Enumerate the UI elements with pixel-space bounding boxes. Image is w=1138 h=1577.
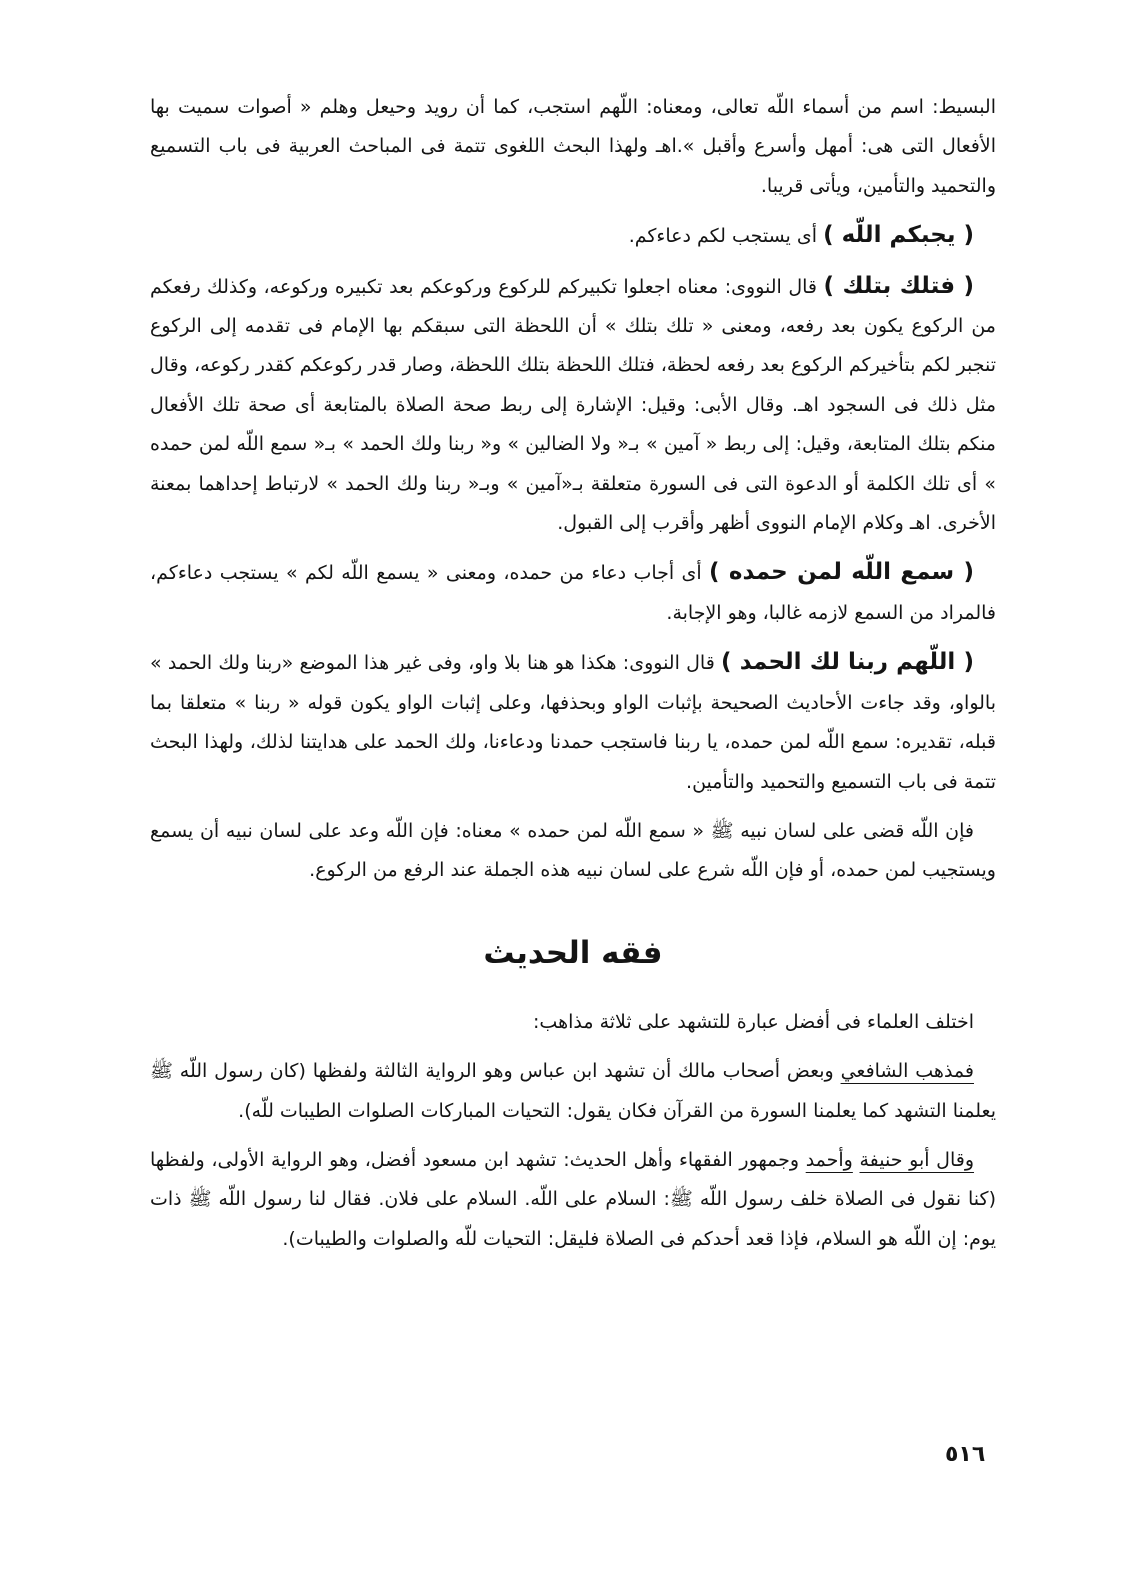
underlined-ahmad: وأحمد xyxy=(805,1148,853,1171)
page-body xyxy=(150,88,996,1269)
underlined-shafii: فمذهب الشافعي xyxy=(840,1060,974,1083)
lemma-yujibkum-allah: ( يجبكم اللّه ) xyxy=(823,222,974,249)
page-number: ٥١٦ xyxy=(945,1442,986,1467)
paragraph-5 xyxy=(150,643,996,802)
lemma-rabbana-laka-alhamd: ( اللّهم ربنا لك الحمد ) xyxy=(721,649,975,676)
paragraph-1: البسيط: اسم من أسماء اللّه تعالى، ومعناه: اللّهم استجب، كما أن رويد وحيعل وهلم « أصوات سميت بها الأفعال التى هى: أمهل وأسرع وأقبل ».اهـ ولهذا البحث اللغوى تتمة فى المباحث العربية فى باب التسميع والتحميد والتأمين، ويأتى قريبا. xyxy=(150,96,996,197)
lemma-samia-allah: ( سمع اللّه لمن حمده ) xyxy=(709,559,974,586)
paragraph-5-text: قال النووى: هكذا هو هنا بلا واو، وفى غير هذا الموضع «ربنا ولك الحمد » بالواو، وقد جاءت الأحاديث الصحيحة بإثبات الواو وبحذفها، وعلى إثبات الواو يكون قوله « ربنا » متعلقا بما قبله، تقديره: سمع اللّه لمن حمده، يا ربنا فاستجب حمدنا ودعاءنا، ولك الحمد على هدايتنا لذلك، ولهذا البحث تتمة فى باب التسميع والتحميد والتأمين. xyxy=(150,652,996,793)
paragraph-4 xyxy=(150,553,996,633)
paragraph-3-text: قال النووى: معناه اجعلوا تكبيركم للركوع وركوعكم بعد تكبيره وركوعه، وكذلك رفعكم من الركوع يكون بعد رفعه، ومعنى « تلك بتلك » أن اللحظة التى سبقكم بها الإمام فى تقدمه إلى الركوع تنجبر لكم بتأخيركم الركوع بعد رفعه لحظة، فتلك اللحظة بتلك اللحظة، وصار قدر ركوعكم كقدر ركوعه، وقال مثل ذلك فى السجود اهـ. وقال الأبى: وقيل: الإشارة إلى ربط صحة الصلاة بالمتابعة أى صحة تلك الأفعال منكم بتلك المتابعة، وقيل: إلى ربط « آمين » بـ« ولا الضالين » و« ربنا ولك الحمد » بـ« سمع اللّه لمن حمده » أى تلك الكلمة أو الدعوة التى فى السورة متعلقة بـ«آمين » وبـ« ربنا ولك الحمد » لارتباط إحداهما بمعنة الأخرى. اهـ وكلام الإمام النووى أظهر وأقرب إلى القبول. xyxy=(150,275,996,535)
paragraph-9-connector xyxy=(853,1149,860,1171)
paragraph-4-text: أى أجاب دعاء من حمده، ومعنى « يسمع اللّه لكم » يستجب دعاءكم، فالمراد من السمع لازمه غالبا، وهو الإجابة. xyxy=(150,562,996,624)
paragraph-9-text: وجمهور الفقهاء وأهل الحديث: تشهد ابن مسعود أفضل، وهو الرواية الأولى، ولفظها (كنا نقول فى الصلاة خلف رسول اللّه ﷺ: السلام على اللّه. السلام على فلان. فقال لنا رسول اللّه ﷺ ذات يوم: إن اللّه هو السلام، فإذا قعد أحدكم فى الصلاة فليقل: التحيات للّه والصلوات والطيبات). xyxy=(150,1148,996,1250)
paragraph-7: اختلف العلماء فى أفضل عبارة للتشهد على ثلاثة مذاهب: xyxy=(533,1010,974,1033)
paragraph-2 xyxy=(150,216,996,256)
paragraph-8-text: وبعض أصحاب مالك أن تشهد ابن عباس وهو الرواية الثالثة ولفظها (كان رسول اللّه ﷺ يعلمنا التشهد كما يعلمنا السورة من القرآن فكان يقول: التحيات المباركات الصلوات الطيبات للّه). xyxy=(150,1060,996,1122)
paragraph-2-text: أى يستجب لكم دعاءكم. xyxy=(628,225,824,248)
paragraph-8 xyxy=(150,1052,996,1131)
lemma-fatilka-bitilka: ( فتلك بتلك ) xyxy=(823,272,974,299)
paragraph-3 xyxy=(150,267,996,544)
paragraph-9 xyxy=(150,1141,996,1259)
section-heading: فقه الحديث xyxy=(483,934,663,971)
paragraph-6: فإن اللّه قضى على لسان نبيه ﷺ « سمع اللّه لمن حمده » معناه: فإن اللّه وعد على لسان نبيه أن يسمع ويستجيب لمن حمده، أو فإن اللّه شرع على لسان نبيه هذه الجملة عند الرفع من الركوع. xyxy=(150,819,996,882)
underlined-abu-hanifa: وقال أبو حنيفة xyxy=(859,1148,975,1171)
